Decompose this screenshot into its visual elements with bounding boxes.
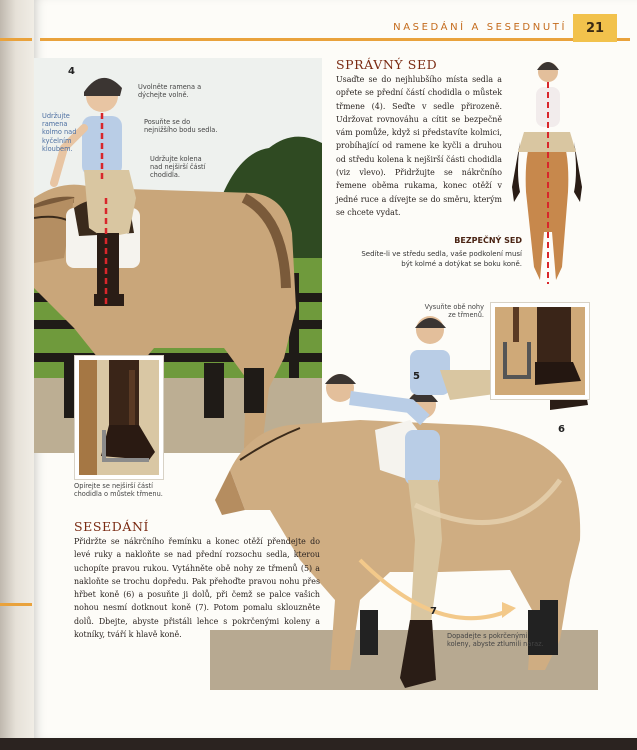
spine-accent-line (0, 38, 32, 41)
figure-number-4: 4 (68, 66, 75, 77)
caption-stirrup: Opírejte se nejširší částí chodidla o můstek třmenu. (74, 482, 163, 499)
caption-knees: Udržujte kolena nad nejširší částí chodidla. (150, 155, 206, 180)
caption-landing: Dopadejte s pokrčenými koleny, abyste ztlumili náraz. (447, 632, 544, 649)
figure-number-7: 7 (430, 606, 437, 617)
figure-number-6: 6 (558, 424, 565, 435)
caption-shoulders: Uvolněte ramena a dýchejte volně. (138, 83, 202, 100)
heading-safe-seat: BEZPEČNÝ SED (454, 236, 522, 245)
page-bottom-edge (0, 738, 637, 750)
photo-stirrup-inset (74, 355, 164, 480)
running-head: NASEDÁNÍ A SESEDNUTÍ (393, 22, 567, 33)
photo-feet-out-inset (490, 302, 590, 400)
header-rule (40, 38, 630, 41)
text-safe-seat: Sedíte-li ve středu sedla, vaše podkolení musí být kolmé a dotýkat se boku koně. (361, 250, 522, 268)
spine-accent-line (0, 603, 32, 606)
text-correct-seat: Usaďte se do nejhlubšího místa sedla a opřete se přední částí chodidla o můstek třmene (4). Seďte v sedle přirozeně. Udržovat rovnováhu a cítit se bezpečně vám pomůže, když si představíte kolmici, probíhající od ramene ke kyčli a druhou od středu kolena k nejširší části chodidla (viz vlevo). Přidržujte se nákrčního řemene oběma rukama, konec otěží v jedné ruce a dívejte se do směru, kterým se chcete vydat. (336, 75, 502, 217)
heading-dismount: SESEDÁNÍ (74, 519, 150, 534)
caption-feet-out: Vysuňte obě nohy ze třmenů. (424, 303, 484, 320)
heading-correct-seat: SPRÁVNÝ SED (336, 57, 438, 72)
figure-number-5: 5 (413, 371, 420, 382)
caption-seat: Posuňte se do nejnižšího bodu sedla. (144, 118, 218, 135)
caption-vertical-line: Udržujte ramena kolmo nad kyčelním kloubem. (42, 112, 77, 153)
text-dismount: Přidržte se nákrčního řemínku a konec otěží přendejte do levé ruky a nakloňte se nad přední rozsochu sedla, kterou uchopíte pravou rukou. Vytáhněte obě nohy ze třmenů (5) a nakloňte se trochu dopředu. Pak přehoďte pravou nohu přes hřbet koně (6) a posuňte ji dolů, při čemž se palce vašich nohou nesmí dotknout koně (7). Potom pomalu sklouzněte dolů. Dbejte, abyste přistáli lehce s pokrčenými koleny a kotníky, tváří k hlavě koně. (74, 537, 320, 640)
page-number: 21 (573, 14, 617, 42)
